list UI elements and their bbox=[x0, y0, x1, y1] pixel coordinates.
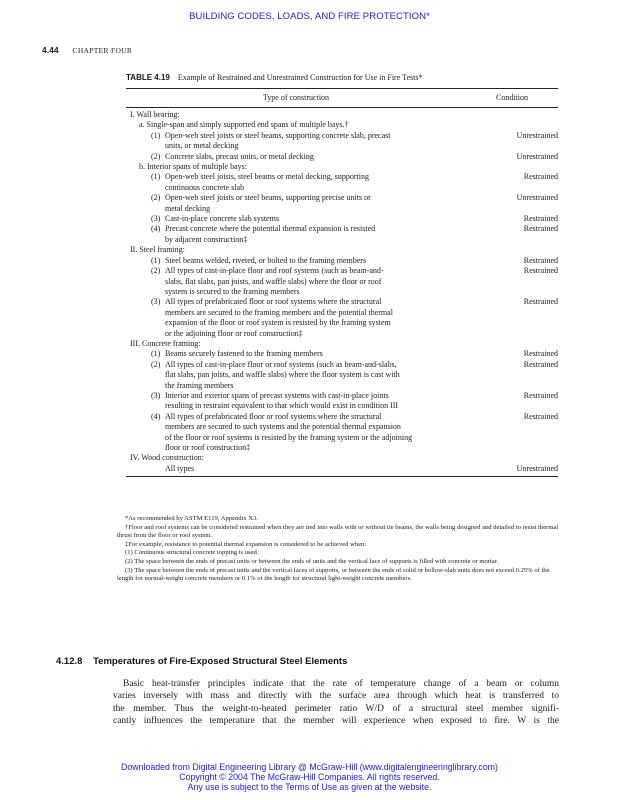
row-condition: Unrestrained bbox=[516, 151, 558, 161]
row-item-text bbox=[165, 391, 465, 412]
page-number: 4.44 bbox=[42, 45, 59, 55]
footnote: †Floor and roof systems can be considered restrained when they are tied into walls with or without tie beams, the walls being designed and detailed to resist thermal thrust from the floor or roof system. bbox=[117, 523, 559, 540]
table-row bbox=[126, 214, 558, 224]
row-condition: Unrestrained bbox=[516, 130, 558, 140]
row-line: Precast concrete where the potential thermal expansion is resisted bbox=[165, 224, 376, 234]
row-item-number: (3) bbox=[151, 214, 161, 224]
row-item bbox=[126, 391, 508, 412]
row-line: system is secured to the framing members bbox=[165, 286, 300, 296]
row-description bbox=[126, 297, 508, 339]
row-description bbox=[126, 453, 508, 463]
row-item-text bbox=[165, 464, 465, 474]
row-condition: Restrained bbox=[523, 349, 558, 359]
paragraph-line: Basic heat-transfer principles indicate that the rate of temperature change of a beam or column bbox=[123, 679, 559, 689]
row-description bbox=[126, 349, 508, 359]
row-item-line bbox=[151, 464, 508, 474]
row-item bbox=[126, 193, 508, 214]
table-row bbox=[126, 349, 558, 359]
row-item bbox=[126, 464, 508, 474]
row-line: units, or metal decking bbox=[165, 141, 239, 151]
row-description bbox=[126, 391, 508, 412]
footnote: ‡For example, resistance to potential thermal expansion is considered to be achieved when: bbox=[125, 540, 367, 548]
row-description bbox=[126, 266, 508, 297]
row-condition: Restrained bbox=[523, 214, 558, 224]
row-description bbox=[126, 152, 508, 162]
row-line: or the adjoining floor or roof construction‡ bbox=[165, 328, 303, 338]
row-item bbox=[126, 214, 508, 224]
table-row bbox=[126, 360, 558, 391]
row-item-line bbox=[151, 297, 508, 339]
row-line: members are secured to the framing members and the potential thermal bbox=[165, 307, 393, 317]
row-condition: Restrained bbox=[523, 359, 558, 369]
row-item bbox=[126, 131, 508, 152]
footer-line: Copyright © 2004 The McGraw-Hill Companies. All rights reserved. bbox=[179, 772, 440, 782]
footer-line: Any use is subject to the Terms of Use as given at the website. bbox=[187, 782, 432, 792]
row-line: Open-web steel joists or steel beams, supporting precise units or bbox=[165, 193, 371, 203]
row-condition bbox=[508, 120, 558, 130]
row-item-number: (2) bbox=[151, 151, 161, 161]
table-row bbox=[126, 120, 558, 130]
row-condition: Restrained bbox=[523, 255, 558, 265]
table-row bbox=[126, 172, 558, 193]
row-condition bbox=[508, 162, 558, 172]
row-description bbox=[126, 214, 508, 224]
row-line: Concrete slabs, precast units, or metal decking bbox=[165, 151, 314, 161]
row-line: Open-web steel joists, steel beams or metal decking, supporting bbox=[165, 172, 369, 182]
row-line: All types of cast-in-place floor and roof systems (such as beam-and- bbox=[165, 266, 384, 276]
row-item-line bbox=[151, 349, 508, 359]
row-condition bbox=[508, 110, 558, 120]
row-item-text bbox=[165, 412, 465, 454]
row-item-line bbox=[151, 152, 508, 162]
row-item-line bbox=[151, 360, 508, 391]
row-item-line bbox=[151, 224, 508, 245]
row-condition: Unrestrained bbox=[516, 193, 558, 203]
row-condition: Unrestrained bbox=[516, 463, 558, 473]
row-description bbox=[126, 120, 508, 130]
table-caption bbox=[126, 73, 558, 82]
paragraph-line: varies inversely with mass and directly with the surface area through which heat is transferred to bbox=[113, 691, 559, 702]
footnote: *As recommended by ASTM E119, Appendix X3. bbox=[125, 515, 259, 522]
table-row bbox=[126, 453, 558, 463]
row-item-number: (3) bbox=[151, 390, 161, 400]
running-head bbox=[42, 45, 132, 55]
row-line: Beams securely fastened to the framing members bbox=[165, 349, 323, 359]
row-item-text bbox=[165, 152, 465, 162]
row-description bbox=[126, 162, 508, 172]
table-row bbox=[126, 339, 558, 349]
row-heading: III. Concrete framing: bbox=[130, 338, 201, 348]
row-item-number: (2) bbox=[151, 266, 161, 276]
row-item bbox=[126, 256, 508, 266]
row-line: metal decking bbox=[165, 203, 211, 213]
row-line: Steel beams welded, riveted, or bolted to the framing members bbox=[165, 255, 367, 265]
row-line: Interior and exterior spans of precast systems with cast-in-place joints bbox=[165, 390, 389, 400]
row-description bbox=[126, 412, 508, 454]
row-item-number: (1) bbox=[151, 172, 161, 182]
footnote: (3) The space between the ends of precast units and the vertical faces of supports, or between the ends of solid or hollow-slab units does not exceed 0.25% of the length for normal-weight concrete members or 0.1% of the length for structural light-weight concrete members. bbox=[117, 566, 550, 583]
row-line: floor or roof construction‡ bbox=[165, 443, 251, 452]
row-condition: Restrained bbox=[523, 224, 558, 234]
row-line: All types of prefabricated floor or roof systems where the structural bbox=[165, 411, 382, 421]
row-subheading: a. Single-span and simply supported end spans of multiple bays.† bbox=[139, 120, 349, 130]
row-description bbox=[126, 256, 508, 266]
row-item bbox=[126, 297, 508, 339]
row-line: All types of prefabricated floor or roof systems where the structural bbox=[165, 297, 382, 307]
row-condition: Restrained bbox=[523, 266, 558, 276]
footnote: (1) Continuous structural concrete topping is used. bbox=[125, 549, 259, 557]
row-line: members are secured to such systems and the potential thermal expansion bbox=[165, 422, 401, 432]
table-row bbox=[126, 152, 558, 162]
row-condition bbox=[508, 339, 558, 349]
row-item-number: (1) bbox=[151, 349, 161, 359]
table-row bbox=[126, 256, 558, 266]
row-item-text bbox=[165, 360, 465, 391]
row-condition bbox=[508, 245, 558, 255]
row-item-line bbox=[151, 266, 508, 297]
section-title: Temperatures of Fire-Exposed Structural Steel Elements bbox=[93, 656, 348, 667]
row-item-line bbox=[151, 412, 508, 454]
row-item bbox=[126, 360, 508, 391]
row-item-line bbox=[151, 256, 508, 266]
row-description bbox=[126, 339, 508, 349]
row-description bbox=[126, 193, 508, 214]
table-row bbox=[126, 297, 558, 339]
table-row bbox=[126, 245, 558, 255]
row-line: All types bbox=[165, 463, 195, 473]
row-item-number: (4) bbox=[151, 411, 161, 421]
row-description bbox=[126, 131, 508, 152]
table-bottom-rule bbox=[126, 476, 558, 477]
row-item-text bbox=[165, 224, 465, 245]
row-line: continuous concrete slab bbox=[165, 182, 245, 192]
table-header bbox=[126, 89, 558, 108]
row-item-line bbox=[151, 193, 508, 214]
row-line: by adjacent construction‡ bbox=[165, 234, 248, 244]
row-item-text bbox=[165, 297, 465, 339]
table-row bbox=[126, 193, 558, 214]
row-description bbox=[126, 360, 508, 391]
row-item-text bbox=[165, 172, 465, 193]
row-condition bbox=[508, 453, 558, 463]
table-footnotes bbox=[117, 515, 559, 584]
chapter-label: CHAPTER FOUR bbox=[72, 46, 133, 55]
table-body bbox=[126, 108, 558, 476]
row-condition: Restrained bbox=[523, 297, 558, 307]
row-item-number bbox=[151, 464, 165, 474]
row-item-text bbox=[165, 214, 465, 224]
footer-line: Downloaded from Digital Engineering Library @ McGraw-Hill (www.digitalengineeringlibrary.com) bbox=[121, 762, 498, 772]
row-description bbox=[126, 245, 508, 255]
section-heading bbox=[56, 656, 347, 667]
row-line: Cast-in-place concrete slab systems bbox=[165, 214, 279, 224]
page-banner: BUILDING CODES, LOADS, AND FIRE PROTECTION* bbox=[189, 11, 430, 22]
row-item-line bbox=[151, 131, 508, 152]
row-condition: Restrained bbox=[523, 411, 558, 421]
table-title: Example of Restrained and Unrestrained Construction for Use in Fire Tests* bbox=[177, 73, 423, 82]
row-item-text bbox=[165, 131, 465, 152]
row-item bbox=[126, 152, 508, 162]
row-item-number: (3) bbox=[151, 297, 161, 307]
row-item-number: (4) bbox=[151, 224, 161, 234]
row-line: Open-web steel joists or steel beams, supporting concrete slab, precast bbox=[165, 130, 391, 140]
table-row bbox=[126, 391, 558, 412]
table-row bbox=[126, 110, 558, 120]
header-condition: Condition bbox=[495, 92, 528, 102]
row-line: All types of cast-in-place floor or roof systems (such as beam-and-slabs, bbox=[165, 359, 397, 369]
row-item-line bbox=[151, 214, 508, 224]
row-line: resulting in restraint equivalent to that which would exist in condition III bbox=[165, 401, 399, 411]
row-description bbox=[126, 464, 508, 474]
table-row bbox=[126, 412, 558, 454]
table-row bbox=[126, 224, 558, 245]
row-line: expansion of the floor or roof system is resisted by the framing system bbox=[165, 318, 391, 328]
row-item-number: (2) bbox=[151, 193, 161, 203]
row-item bbox=[126, 172, 508, 193]
row-item bbox=[126, 266, 508, 297]
table-row bbox=[126, 162, 558, 172]
row-line: the framing members bbox=[165, 380, 234, 390]
row-heading: II. Steel framing: bbox=[130, 245, 185, 255]
row-description bbox=[126, 172, 508, 193]
row-line: slabs, flat slabs, pan joists, and waffle slabs) where the floor or roof bbox=[165, 276, 382, 286]
row-item-text bbox=[165, 349, 465, 359]
row-heading: I. Wall bearing: bbox=[130, 110, 180, 119]
row-item-number: (1) bbox=[151, 130, 161, 140]
row-item bbox=[126, 349, 508, 359]
row-condition: Restrained bbox=[523, 390, 558, 400]
construction-table bbox=[126, 88, 558, 477]
page-footer bbox=[0, 762, 619, 792]
row-description bbox=[126, 224, 508, 245]
paragraph-line: the member. Thus the weight-to-heated perimeter ratio W/D of a structural steel member signifi- bbox=[113, 703, 559, 714]
row-heading: IV. Wood construction: bbox=[130, 453, 204, 463]
row-subheading: b. Interior spans of multiple bays: bbox=[139, 162, 247, 172]
row-item-text bbox=[165, 193, 465, 214]
section-number: 4.12.8 bbox=[56, 656, 83, 667]
row-item-text bbox=[165, 266, 465, 297]
footnote: (2) The space between the ends of precast units or between the ends of units and the vertical face of supports is filled with concrete or mortar. bbox=[125, 557, 499, 565]
row-item-text bbox=[165, 256, 465, 266]
table-row bbox=[126, 266, 558, 297]
row-condition: Restrained bbox=[523, 172, 558, 182]
header-type: Type of construction bbox=[262, 92, 330, 102]
row-description bbox=[126, 110, 508, 120]
row-item-line bbox=[151, 172, 508, 193]
row-item bbox=[126, 224, 508, 245]
row-line: flat slabs, pan joists, and waffle slabs) where the floor system is cast with bbox=[165, 370, 400, 380]
table-row bbox=[126, 131, 558, 152]
table-label: TABLE 4.19 bbox=[126, 73, 170, 82]
row-item-number: (1) bbox=[151, 255, 161, 265]
row-item-line bbox=[151, 391, 508, 412]
body-paragraph bbox=[113, 678, 559, 728]
row-item-number: (2) bbox=[151, 359, 161, 369]
paragraph-line: cantly influences the temperature that the member will experience when exposed to fire. W is the bbox=[113, 716, 559, 727]
table-row bbox=[126, 464, 558, 474]
row-item bbox=[126, 412, 508, 454]
row-line: of the floor or roof systems is resisted by the framing system or the adjoining bbox=[165, 432, 413, 442]
